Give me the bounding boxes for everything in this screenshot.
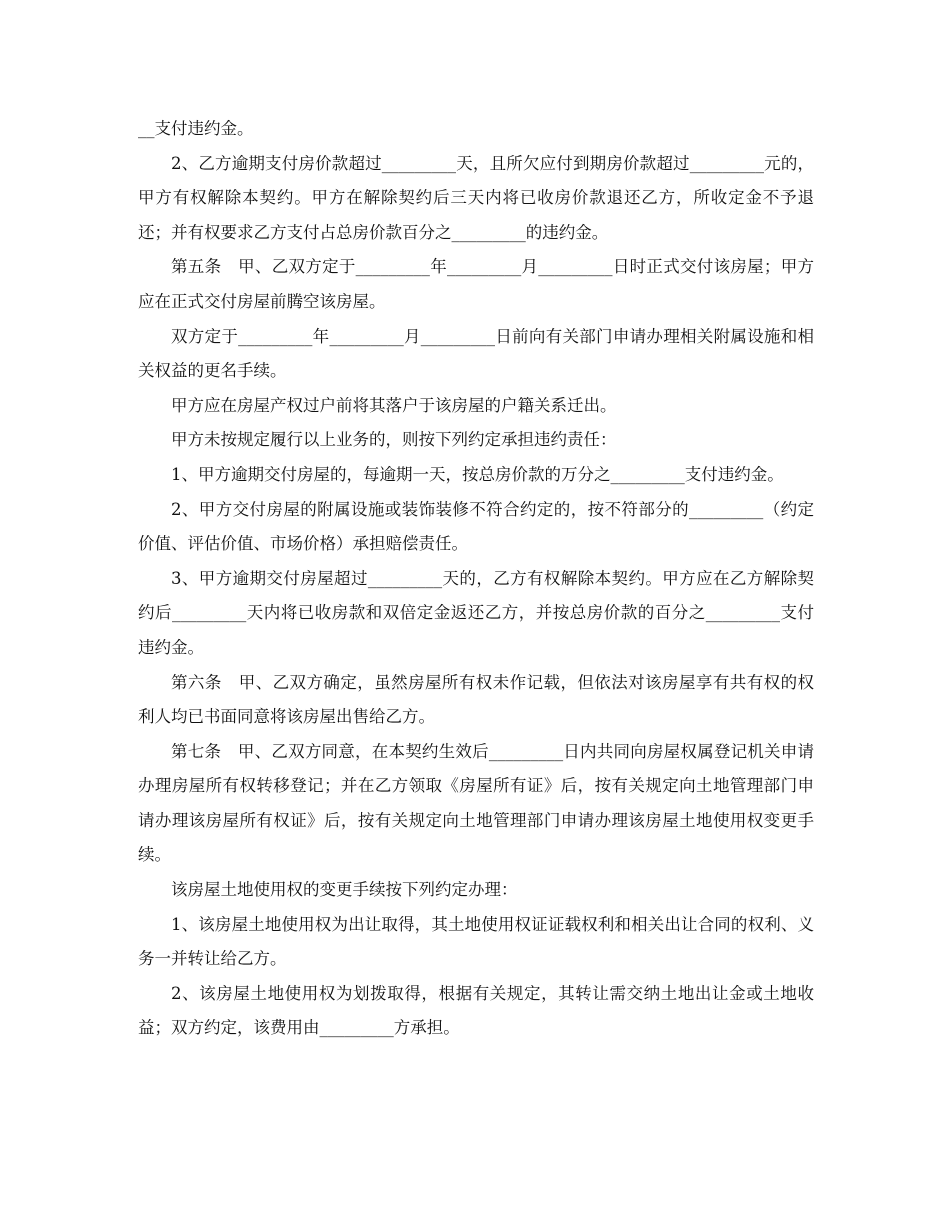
paragraph-seller-clause-2: 2、甲方交付房屋的附属设施或装饰装修不符合约定的，按不符部分的_________（约定价值、评估价值、市场价格）承担赔偿责任。 [138, 499, 814, 554]
paragraph-land-clause-1: 1、该房屋土地使用权为出让取得，其土地使用权证证载权利和相关出让合同的权利、义务一并转让给乙方。 [138, 914, 814, 969]
paragraph-article-5: 第五条 甲、乙双方定于_________年_________月_________日时正式交付该房屋；甲方应在正式交付房屋前腾空该房屋。 [138, 257, 814, 311]
paragraph-article-7: 第七条 甲、乙双方同意，在本契约生效后_________日内共同向房屋权属登记机关申请办理房屋所有权转移登记；并在乙方领取《房屋所有证》后，按有关规定向土地管理部门申请办理该房屋所有权证》后，按有关规定向土地管理部门申请办理该房屋土地使用权变更手续。 [138, 741, 814, 865]
paragraph-land-clause-2: 2、该房屋土地使用权为划拨取得，根据有关规定，其转让需交纳土地出让金或土地收益；双方约定，该费用由_________方承担。 [138, 983, 814, 1038]
paragraph-land-change-intro: 该房屋土地使用权的变更手续按下列约定办理： [171, 880, 518, 900]
paragraph-article-6: 第六条 甲、乙双方确定，虽然房屋所有权未作记载，但依法对该房屋享有共有权的权利人均已书面同意将该房屋出售给乙方。 [138, 672, 814, 727]
paragraph-seller-liability-intro: 甲方未按规定履行以上业务的，则按下列约定承担违约责任： [171, 430, 617, 450]
paragraph-seller-clause-3: 3、甲方逾期交付房屋超过_________天的，乙方有权解除本契约。甲方应在乙方解除契约后_________天内将已收房款和双倍定金返还乙方，并按总房价款的百分之_________支付违约金。 [138, 568, 814, 657]
paragraph-household-transfer: 甲方应在房屋产权过户前将其落户于该房屋的户籍关系迁出。 [171, 395, 617, 415]
contract-body [138, 112, 814, 1046]
paragraph-seller-clause-1: 1、甲方逾期交付房屋的，每逾期一天，按总房价款的万分之_________支付违约金。 [171, 464, 784, 484]
paragraph-buyer-overdue-clause: 2、乙方逾期支付房价款超过_________天，且所欠应付到期房价款超过_________元的，甲方有权解除本契约。甲方在解除契约后三天内将已收房价款退还乙方，所收定金不予退还；并有权要求乙方支付占总房价款百分之_________的违约金。 [138, 153, 814, 242]
paragraph-rename-procedure: 双方定于_________年_________月_________日前向有关部门申请办理相关附属设施和相关权益的更名手续。 [138, 326, 814, 381]
paragraph-penalty-tail: __支付违约金。 [138, 119, 254, 138]
